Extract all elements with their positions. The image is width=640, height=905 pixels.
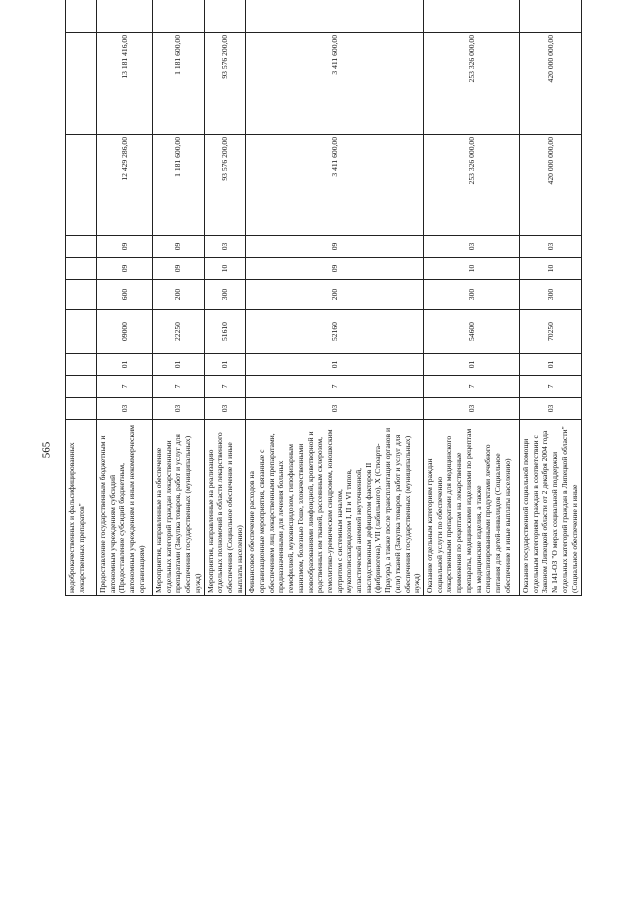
amount-year-2: 3 411 600,00: [246, 33, 424, 135]
row-description: Мероприятия, направленные на обеспечение отдельных категорий граждан лекарственными препаратами (Закупка товаров, работ и услуг для обеспечения государственных (муниципальных) нужд): [153, 420, 205, 596]
amount-year-3: [204, 0, 246, 33]
code-expense-type: 300: [519, 280, 581, 310]
code-direction: 70250: [519, 310, 581, 354]
code-subsection: 03: [519, 236, 581, 258]
code-subsection: 03: [204, 236, 246, 258]
table-row: [66, 0, 97, 596]
code-subprogram: 7: [423, 376, 519, 398]
row-description: Финансовое обеспечение расходов на организационные мероприятия, связанные с обеспечением лиц лекарственными препаратами, предназначенными для лечения больных гемофилией, муковисцидозом, гипофизарным нанизмом, болезнью Гоше, злокачественными новообразованиями лимфоидной, кроветворной и родственных им тканей, рассеянным склерозом, гемолитико-уремическим синдромом, юношеским артритом с системным началом, мукополисахаридозом I, II и VI типов, апластической анемией неуточненной, наследственным дефицитом факторов II (фибриногена), VII (лабильного), X (Стюарта-Прауэра), а также после трансплантации органов и (или) тканей (Закупка товаров, работ и услуг для обеспечения государственных (муниципальных) нужд): [246, 420, 424, 596]
code-section: 09: [97, 258, 153, 280]
code-section: 10: [519, 258, 581, 280]
amount-year-3: [153, 0, 205, 33]
row-description: Оказание отдельным категориям граждан социальной услуги по обеспечению лекарственными препаратами для медицинского применения по рецептам на лекарственные препараты, медицинскими изделиями по рецептам на медицинские изделия, а также специализированными продуктами лечебного питания для детей-инвалидов (Социальное обеспечение и иные выплаты населению): [423, 420, 519, 596]
amount-year-2: 93 576 200,00: [204, 33, 246, 135]
amount-year-3: [246, 0, 424, 33]
code-program: [66, 398, 97, 420]
code-subprogram: 7: [246, 376, 424, 398]
amount-year-3: [519, 0, 581, 33]
code-subprogram: 7: [519, 376, 581, 398]
code-expense-type: 200: [153, 280, 205, 310]
table-row: [246, 0, 424, 596]
code-main-event: 01: [246, 354, 424, 376]
code-program: 03: [423, 398, 519, 420]
code-direction: 51610: [204, 310, 246, 354]
amount-year-1: 1 181 600,00: [153, 135, 205, 236]
code-program: 03: [97, 398, 153, 420]
code-main-event: 01: [97, 354, 153, 376]
code-subprogram: 7: [97, 376, 153, 398]
amount-year-1: 93 576 200,00: [204, 135, 246, 236]
code-section: [66, 258, 97, 280]
amount-year-1: 253 326 000,00: [423, 135, 519, 236]
table-row: [97, 0, 153, 596]
code-section: 10: [423, 258, 519, 280]
code-expense-type: 300: [423, 280, 519, 310]
amount-year-1: [66, 135, 97, 236]
code-main-event: 01: [153, 354, 205, 376]
code-subprogram: [66, 376, 97, 398]
code-subsection: 09: [246, 236, 424, 258]
code-direction: [66, 310, 97, 354]
amount-year-3: [66, 0, 97, 33]
code-subprogram: 7: [204, 376, 246, 398]
amount-year-2: 253 326 000,00: [423, 33, 519, 135]
code-direction: 22250: [153, 310, 205, 354]
code-section: 09: [153, 258, 205, 280]
budget-table-region: [65, 31, 607, 596]
code-program: 03: [519, 398, 581, 420]
code-program: 03: [246, 398, 424, 420]
amount-year-1: 3 411 600,00: [246, 135, 424, 236]
row-description: недоброкачественных и фальсифицированных лекарственных препаратов": [66, 420, 97, 596]
code-section: 10: [204, 258, 246, 280]
code-direction: 09000: [97, 310, 153, 354]
table-row: [204, 0, 246, 596]
amount-year-3: [97, 0, 153, 33]
code-main-event: 01: [519, 354, 581, 376]
page-number: 565: [40, 441, 53, 459]
table-row: [423, 0, 519, 596]
code-main-event: [66, 354, 97, 376]
code-section: 09: [246, 258, 424, 280]
code-subsection: [66, 236, 97, 258]
amount-year-2: 1 181 600,00: [153, 33, 205, 135]
code-expense-type: 600: [97, 280, 153, 310]
amount-year-1: 12 429 286,00: [97, 135, 153, 236]
code-program: 03: [153, 398, 205, 420]
table-row: [153, 0, 205, 596]
row-description: Мероприятия, направленные на реализацию отдельных полномочий в области лекарственного обеспечения (Социальное обеспечение и иные выплаты населению): [204, 420, 246, 596]
code-direction: 52160: [246, 310, 424, 354]
amount-year-2: 420 000 000,00: [519, 33, 581, 135]
table-row: [519, 0, 581, 596]
code-expense-type: [66, 280, 97, 310]
code-subsection: 09: [97, 236, 153, 258]
amount-year-2: 13 181 416,00: [97, 33, 153, 135]
code-direction: 54600: [423, 310, 519, 354]
row-description: Оказание государственной социальной помощи отдельным категориям граждан в соответствии с Законом Липецкой области от 2 декабря 2004 года № 141-ОЗ "О мерах социальной поддержки отдельных категорий граждан в Липецкой области" (Социальное обеспечение и иные: [519, 420, 581, 596]
code-expense-type: 300: [204, 280, 246, 310]
code-expense-type: 200: [246, 280, 424, 310]
code-main-event: 01: [423, 354, 519, 376]
code-subsection: 03: [423, 236, 519, 258]
code-subsection: 09: [153, 236, 205, 258]
code-main-event: 01: [204, 354, 246, 376]
amount-year-3: [423, 0, 519, 33]
amount-year-1: 420 000 000,00: [519, 135, 581, 236]
code-subprogram: 7: [153, 376, 205, 398]
budget-table: [65, 0, 582, 596]
row-description: Предоставление государственным бюджетным и автономным учреждениям субсидий (Предоставление субсидий бюджетным, автономным учреждениям и иным некоммерческим организациям): [97, 420, 153, 596]
code-program: 03: [204, 398, 246, 420]
amount-year-2: [66, 33, 97, 135]
